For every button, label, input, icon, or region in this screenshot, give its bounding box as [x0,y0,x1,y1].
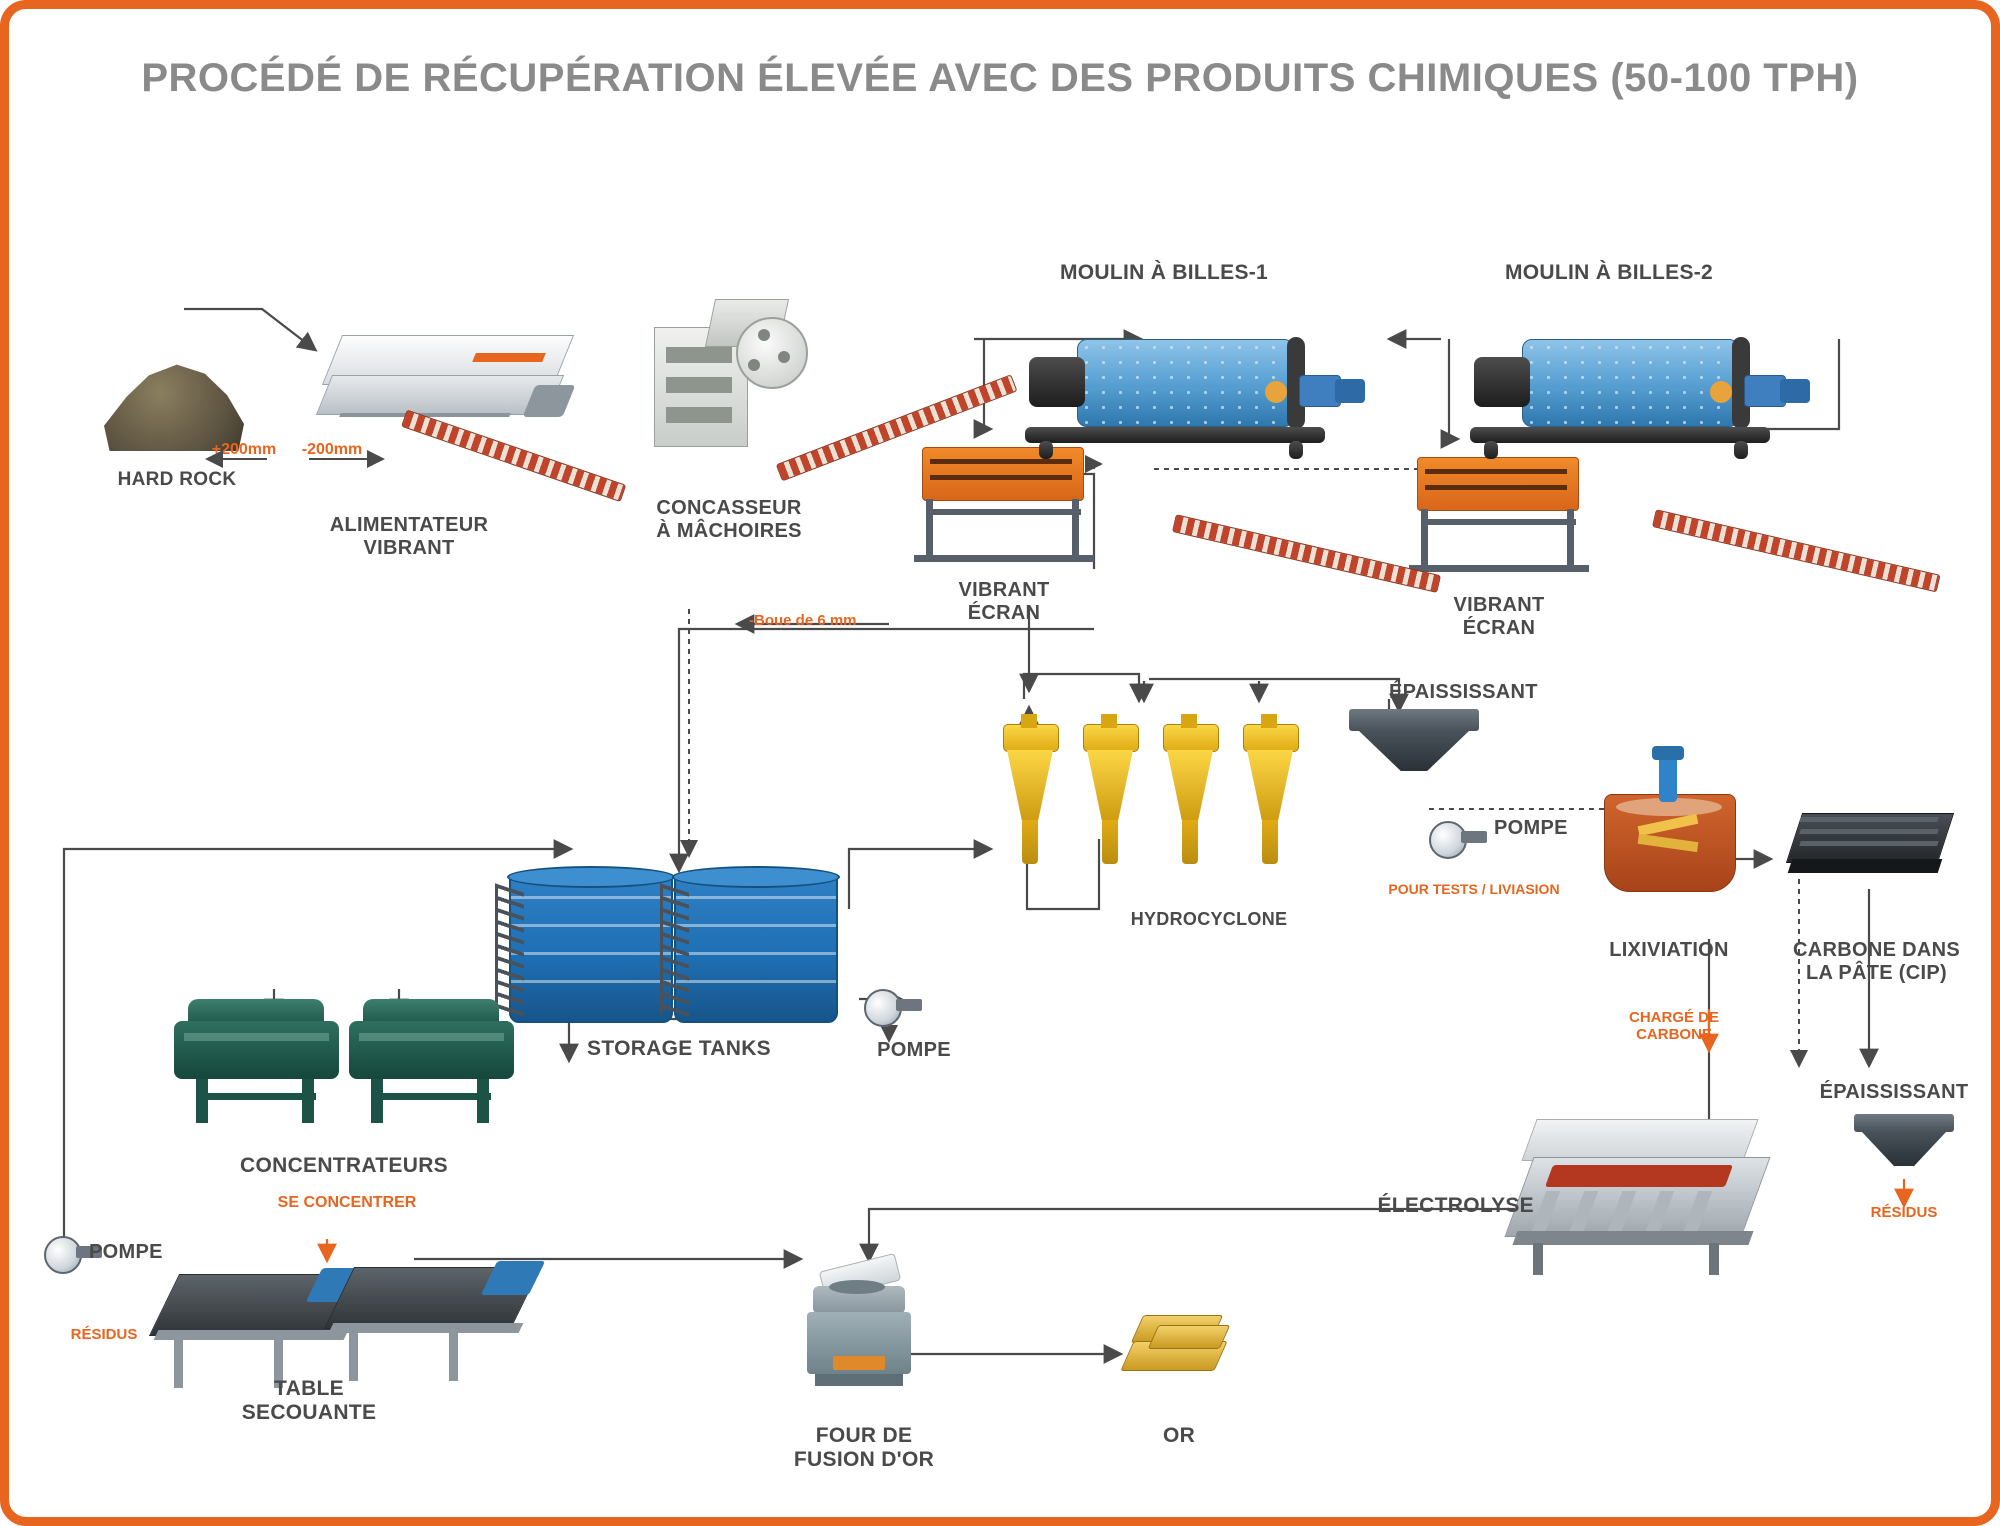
label-concentrators: CONCENTRATEURS [240,1154,448,1177]
label-ball-mill-2: MOULIN À BILLES-2 [1504,261,1714,284]
label-vibrating-screen-2: VIBRANT ÉCRAN [1453,594,1545,639]
pump-thickener [1429,819,1489,863]
hard-rock-pile [104,361,244,451]
label-electrolysis: ÉLECTROLYSE [1377,1194,1534,1217]
ball-mill-1 [1019,331,1369,461]
label-hard-rock: HARD ROCK [117,469,237,490]
label-storage-tanks: STORAGE TANKS [587,1037,771,1060]
leaching-tank [1604,774,1734,904]
label-residue-pump: RÉSIDUS [70,1326,138,1343]
concentrator-2 [349,999,514,1129]
label-oversize: +200mm [211,441,277,458]
label-gold: OR [1162,1424,1196,1447]
label-vibrating-feeder: ALIMENTATEUR VIBRANT [329,514,489,559]
jaw-crusher [644,299,804,459]
label-jaw-crusher: CONCASSEUR À MÂCHOIRES [656,497,802,542]
label-smelting-furnace: FOUR DE FUSION D'OR [793,1424,935,1472]
label-concentrate: SE CONCENTRER [277,1194,417,1211]
shaking-table-2 [339,1257,549,1387]
label-ball-mill-1: MOULIN À BILLES-1 [1059,261,1269,284]
thickener-1 [1349,709,1479,779]
label-hydrocyclone: HYDROCYCLONE [1130,909,1288,929]
label-pump-thickener: POMPE [1494,817,1568,839]
pump-tanks [864,987,924,1031]
label-for-tests: POUR TESTS / LIVIASION [1388,881,1560,897]
vibrating-screen-2 [1409,449,1589,579]
storage-tank-1 [509,874,669,1019]
label-cip: CARBONE DANS LA PÂTE (CIP) [1793,939,1960,984]
concentrator-1 [174,999,339,1129]
smelting-furnace [799,1264,919,1394]
storage-tank-2 [674,874,834,1019]
label-slurry-6mm: -Boue de 6 mm [749,612,857,629]
conveyor-3 [1172,514,1441,593]
label-thickener-2: ÉPAISSISSANT [1819,1081,1969,1103]
label-pump-tailings: POMPE [89,1241,163,1263]
cip-unit [1794,799,1954,889]
label-vibrating-screen-1: VIBRANT ÉCRAN [958,579,1050,624]
label-residue-thickener: RÉSIDUS [1870,1204,1938,1221]
conveyor-4 [1652,509,1941,592]
label-shaking-table: TABLE SECOUANTE [241,1377,377,1425]
label-pump-tanks: POMPE [877,1039,951,1061]
label-carbon-loaded: CHARGÉ DE CARBONE [1628,1009,1719,1044]
ball-mill-2 [1464,331,1814,461]
label-thickener-1: ÉPAISSISSANT [1389,681,1538,703]
hydrocyclone-bank [994,724,1314,884]
vibrating-feeder [324,327,574,427]
thickener-2 [1854,1114,1954,1176]
page-title: PROCÉDÉ DE RÉCUPÉRATION ÉLEVÉE AVEC DES PRODUITS CHIMIQUES (50-100 TPH) [141,56,1859,100]
electrolysis-unit [1519,1119,1769,1279]
gold-bars [1119,1309,1239,1389]
label-leaching: LIXIVIATION [1609,939,1729,961]
label-undersize: -200mm [301,441,363,458]
